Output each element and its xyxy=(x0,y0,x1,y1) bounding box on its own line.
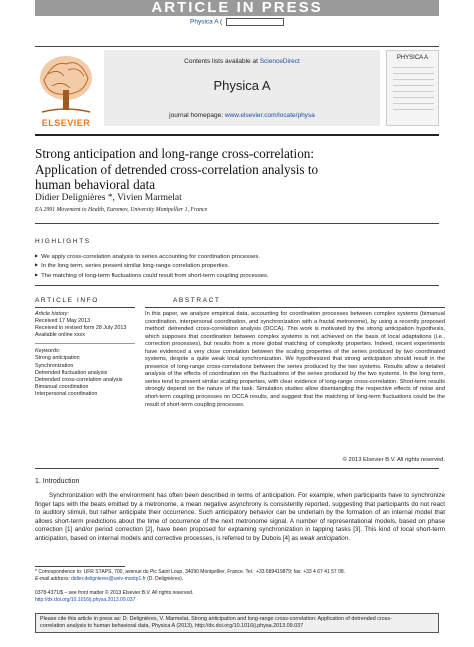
footnote-rule xyxy=(35,566,125,567)
cover-line xyxy=(393,109,434,110)
cover-line xyxy=(393,73,434,74)
article-in-press-banner: ARTICLE IN PRESS xyxy=(35,0,439,16)
online-date: Available online xxxx xyxy=(35,332,85,339)
top-citation xyxy=(0,18,474,26)
article-info-heading: ARTICLE INFO xyxy=(35,297,99,304)
issn-line: 0378-4371/$ – see front matter © 2013 Elsevier B.V. All rights reserved. xyxy=(35,590,194,596)
cite-line: Please cite this article in press as: D. Delignières, V. Marmelat, Strong anticipation and long-range cross-correlation: Application of detrended cross- xyxy=(40,616,392,622)
cover-line xyxy=(393,79,434,80)
intro-end: . xyxy=(348,534,351,542)
divider xyxy=(35,468,439,469)
intro-text: Synchronization with the environment has often been described in terms of anticipation. For example, when participants have to synchronize finger taps with the beats emitted by a metronome, a mean negative asynchrony is consistently reported, suggesting that participants do not react to auditory stimuli, but rather anticipate their occurrence. Such anticipatory behavior can be underlain by the formation of an internal model that allows short-term predictions about the time of occurrence of the next metronome signal. A number of representational models, based on phase correction [1] and/or period correction [2], have been proposed for explaining synchronization in tapping tasks [3]. This kind of local short-term anticipation, based on internal models and corrective processes, is referred to by Dubois [4] as xyxy=(35,492,445,542)
email-label: E-mail address: xyxy=(35,576,70,582)
issn-doi xyxy=(35,590,193,604)
header-rule-top xyxy=(35,46,439,47)
email-link[interactable]: didier.delignieres@univ-montp1.fr xyxy=(71,576,146,582)
homepage-link[interactable]: www.elsevier.com/locate/physa xyxy=(224,112,315,119)
cover-line xyxy=(393,97,434,98)
cover-line xyxy=(393,91,434,92)
received-date: Received 17 May 2013 xyxy=(35,318,91,325)
title-line: human behavioral data xyxy=(35,177,156,192)
article-title xyxy=(35,146,445,193)
contents-prefix: Contents lists available at xyxy=(184,58,258,65)
abstract-heading: ABSTRACT xyxy=(173,297,221,304)
publisher-logo-text: ELSEVIER xyxy=(41,118,91,128)
highlight-item: ▶ We apply cross-correlation analysis to series accounting for coordination processes. xyxy=(35,252,445,261)
keyword: Bimanual coordination xyxy=(35,383,89,390)
doi-link[interactable]: http://dx.doi.org/10.1016/j.physa.2013.09.037 xyxy=(35,597,136,603)
copyright: © 2013 Elsevier B.V. All rights reserved. xyxy=(342,457,445,463)
footnote xyxy=(35,569,445,583)
top-journal-link[interactable]: Physica A xyxy=(190,18,219,26)
divider xyxy=(35,307,135,308)
highlights-heading: HIGHLIGHTS xyxy=(35,238,91,245)
keyword: Detrended cross-correlation analysis xyxy=(35,376,123,383)
keyword: Interpersonal coordination xyxy=(35,390,98,397)
journal-cover-thumbnail xyxy=(386,50,439,126)
highlights-list xyxy=(35,252,445,280)
contents-line xyxy=(104,58,380,65)
article-info xyxy=(35,311,150,398)
title-line: Application of detrended cross-correlation analysis to xyxy=(35,161,319,177)
highlight-item: ▶ The matching of long-term fluctuations could result from short-term coupling processes. xyxy=(35,271,445,280)
journal-header xyxy=(104,50,380,126)
keyword: Detrended fluctuation analysis xyxy=(35,369,108,376)
affiliation: EA 2991 Movement to Health, Euromov, University Montpellier 1, France xyxy=(35,207,208,213)
keyword: Synchronization xyxy=(35,362,74,369)
journal-name: Physica A xyxy=(213,78,271,93)
sciencedirect-link[interactable]: ScienceDirect xyxy=(259,58,300,65)
divider xyxy=(35,223,439,224)
correspondence-note: * Correspondence to: UFR STAPS, 700, avenue du Pic Saint Loup, 34090 Montpellier, France. Tel.: +33 689419879; fax: +33 4 67 41 57 08. xyxy=(35,569,346,575)
homepage-prefix: journal homepage: xyxy=(169,112,224,119)
keyword: Strong anticipation xyxy=(35,355,80,362)
section-heading-introduction: 1. Introduction xyxy=(35,478,80,485)
info-divider xyxy=(35,343,135,344)
introduction-paragraph xyxy=(35,492,445,544)
email-suffix: (D. Delignières). xyxy=(145,576,184,582)
cover-line xyxy=(393,103,434,104)
divider xyxy=(145,307,445,308)
citation-placeholder-box xyxy=(226,18,284,26)
keywords-label: Keywords: xyxy=(35,348,61,355)
cover-line xyxy=(393,67,434,68)
cover-title: PHYSICA A xyxy=(396,55,429,61)
email-note xyxy=(35,576,445,583)
top-citation-rest: ( xyxy=(220,18,223,26)
divider xyxy=(35,285,439,286)
cite-line: correlation analysis to human behavioral data, Physica A (2013), http://dx.doi.org/10.1016/j.physa.2013.09.037 xyxy=(40,623,304,629)
history-label: Article history: xyxy=(35,311,69,317)
header-rule-bottom xyxy=(35,134,439,136)
citation-box xyxy=(35,613,439,633)
title-line: Strong anticipation and long-range cross-correlation: xyxy=(35,146,315,161)
authors: Didier Delignières *, Vivien Marmelat xyxy=(35,193,182,203)
highlight-item: ▶ In the long term, series present similar long-range correlation properties. xyxy=(35,261,445,270)
abstract-text: In this paper, we analyze empirical data, accounting for coordination processes between complex systems (bimanual coordination, interpersonal coordination, and synchronization with a fractal metronome), by using a recently proposed method: detrended cross-correlation analysis (DCCA). This work is motivated by the strong anticipation hypothesis, which supposes that coordination between complex systems is not achieved on the basis of local adaptations (i.e., correction processes), but results from a more global matching of complexity properties. Indeed, recent experiments have evidenced a very close correlation between the scaling properties of the series produced by two coordinated systems, despite a quite weak local synchronization. We hypothesized that strong anticipation should result in the presence of long-range cross-correlations between the series produced by the two systems. Results allow a detailed analysis of the effects of coordination on the fluctuations of the series produced by the two systems. In the long term, series tend to present similar scaling properties, with clear evidence of long-range cross-correlation. Short-term results strongly depend on the nature of the task. Simulation studies allow disentangling the respective effects of noise and short-term coupling processes on DCCA results, and suggest that the matching of long-term fluctuations could be the result of short-term coupling processes. xyxy=(145,311,445,408)
cover-line xyxy=(393,85,434,86)
intro-italic-term: weak anticipation xyxy=(299,534,349,542)
journal-homepage-line xyxy=(104,112,380,119)
elsevier-tree-logo-icon xyxy=(34,50,98,118)
revised-date: Received in revised form 28 July 2013 xyxy=(35,325,127,332)
